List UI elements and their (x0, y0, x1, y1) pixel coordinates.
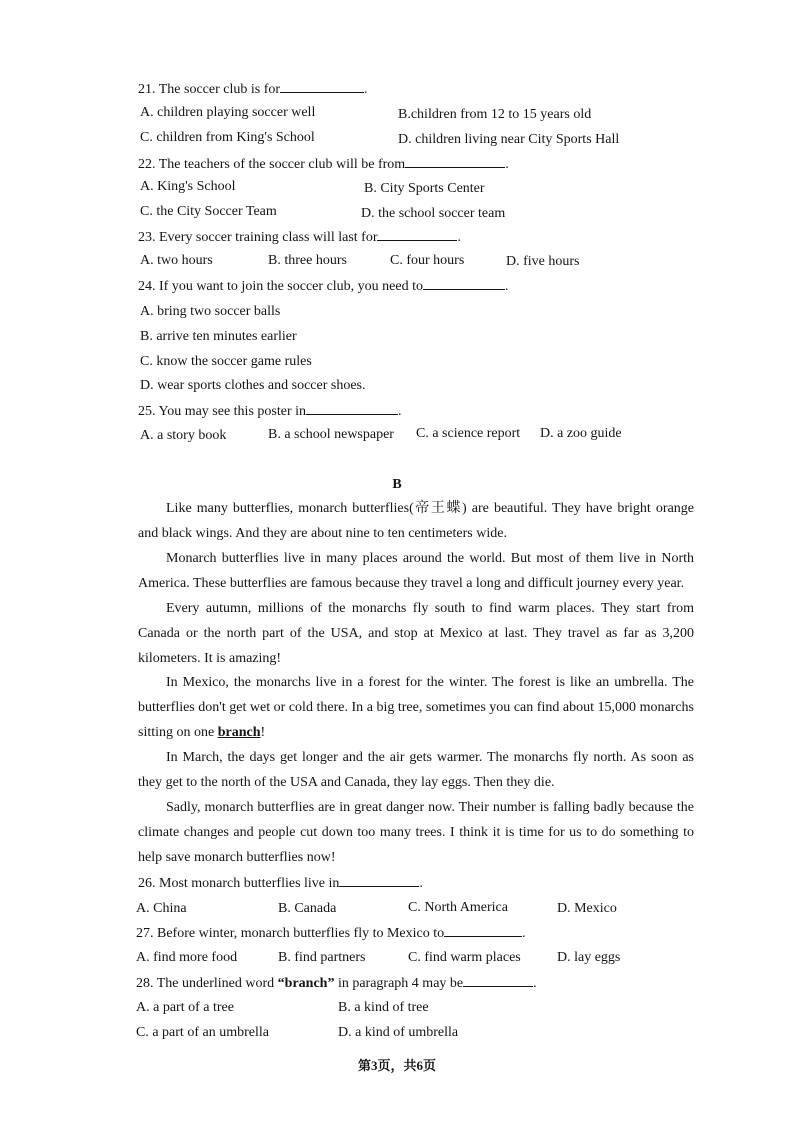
option-28-b[interactable]: B. a kind of tree (338, 1000, 429, 1015)
answer-blank[interactable] (339, 874, 419, 887)
question-end: . (398, 404, 402, 419)
option-22-d[interactable]: D. the school soccer team (361, 206, 506, 221)
underlined-word: branch (217, 725, 261, 740)
question-stem: 25. You may see this poster in (138, 404, 306, 419)
option-23-d[interactable]: D. five hours (506, 254, 580, 269)
question-stem: 28. The underlined word (136, 976, 278, 991)
paragraph-2: Monarch butterflies live in many places around the world. But most of them live in North America. These butterflies are famous because they travel a long and difficult journey every year. (138, 551, 694, 591)
option-22-c[interactable]: C. the City Soccer Team (140, 204, 277, 219)
question-end: . (364, 82, 368, 97)
question-28 (136, 974, 537, 993)
answer-blank[interactable] (423, 277, 505, 290)
option-28-d[interactable]: D. a kind of umbrella (338, 1025, 459, 1040)
option-23-b[interactable]: B. three hours (268, 253, 347, 268)
option-28-c[interactable]: C. a part of an umbrella (136, 1025, 269, 1040)
question-22 (138, 155, 509, 174)
answer-blank[interactable] (306, 402, 398, 415)
question-21 (138, 80, 368, 99)
option-24-d[interactable]: D. wear sports clothes and soccer shoes. (140, 378, 366, 393)
question-stem: 21. The soccer club is for (138, 82, 281, 97)
option-24-b[interactable]: B. arrive ten minutes earlier (140, 329, 297, 344)
paragraph-1: Like many butterflies, monarch butterflies(帝王蝶) are beautiful. They have bright orange and black wings. And they are about nine to ten centimeters wide. (138, 501, 694, 541)
question-27 (136, 924, 526, 943)
option-28-a[interactable]: A. a part of a tree (136, 1000, 234, 1015)
option-25-d[interactable]: D. a zoo guide (540, 426, 622, 441)
option-22-b[interactable]: B. City Sports Center (364, 181, 485, 196)
question-26 (138, 874, 423, 893)
option-24-a[interactable]: A. bring two soccer balls (140, 304, 281, 319)
question-stem: 26. Most monarch butterflies live in (138, 876, 340, 891)
paragraph-4-end: ! (260, 725, 266, 740)
option-25-a[interactable]: A. a story book (140, 428, 227, 443)
paragraph-6: Sadly, monarch butterflies are in great danger now. Their number is falling badly because the climate changes and people cut down too many trees. I think it is time for us to do something to help save monarch butterflies now! (138, 800, 694, 865)
question-25 (138, 402, 402, 421)
paragraph-4-text: In Mexico, the monarchs live in a forest for the winter. The forest is like an umbrella. The butterflies don't get wet or cold there. In a big tree, sometimes you can find about 15,000 monarchs sitting on one (138, 675, 694, 740)
option-27-d[interactable]: D. lay eggs (557, 950, 621, 965)
question-stem: 24. If you want to join the soccer club, you need to (138, 279, 423, 294)
question-end: . (505, 157, 509, 172)
paragraph-5: In March, the days get longer and the air gets warmer. The monarchs fly north. As soon as they get to the north of the USA and Canada, they lay eggs. Then they die. (138, 750, 694, 790)
section-heading: B (392, 477, 402, 492)
option-27-c[interactable]: C. find warm places (408, 950, 521, 965)
option-23-c[interactable]: C. four hours (390, 253, 465, 268)
option-21-a[interactable]: A. children playing soccer well (140, 105, 316, 120)
page-number: 第3页，共6页 (357, 1058, 436, 1073)
answer-blank[interactable] (405, 155, 505, 168)
question-stem: 27. Before winter, monarch butterflies fly to Mexico to (136, 926, 445, 941)
question-end: . (457, 230, 461, 245)
option-26-c[interactable]: C. North America (408, 900, 508, 915)
quoted-word: “branch” (277, 976, 335, 991)
option-23-a[interactable]: A. two hours (140, 253, 213, 268)
option-21-d[interactable]: D. children living near City Sports Hall (398, 132, 620, 147)
question-stem: 22. The teachers of the soccer club will be from (138, 157, 406, 172)
question-23 (138, 228, 461, 247)
question-stem-end: in paragraph 4 may be (334, 976, 464, 991)
option-21-c[interactable]: C. children from King's School (140, 130, 315, 145)
question-end: . (504, 279, 509, 294)
answer-blank[interactable] (463, 974, 533, 987)
paragraph-4 (138, 670, 694, 745)
question-end: . (419, 876, 423, 891)
option-22-a[interactable]: A. King's School (140, 179, 236, 194)
paragraph-3: Every autumn, millions of the monarchs fly south to find warm places. They start from Canada or the north part of the USA, and stop at Mexico at last. They travel as far as 3,200 kilometers. It is amazing! (138, 601, 694, 666)
answer-blank[interactable] (280, 80, 364, 93)
option-25-c[interactable]: C. a science report (416, 426, 521, 441)
question-end: . (533, 976, 537, 991)
question-end: . (522, 926, 526, 941)
option-27-b[interactable]: B. find partners (278, 950, 366, 965)
answer-blank[interactable] (444, 924, 522, 937)
option-25-b[interactable]: B. a school newspaper (268, 427, 394, 442)
option-26-d[interactable]: D. Mexico (557, 901, 617, 916)
answer-blank[interactable] (377, 228, 457, 241)
option-27-a[interactable]: A. find more food (136, 950, 238, 965)
option-21-b[interactable]: B.children from 12 to 15 years old (398, 107, 592, 122)
question-stem: 23. Every soccer training class will last for (138, 230, 378, 245)
question-24 (138, 277, 508, 296)
option-26-b[interactable]: B. Canada (278, 901, 337, 916)
option-26-a[interactable]: A. China (136, 901, 187, 916)
option-24-c[interactable]: C. know the soccer game rules (140, 354, 312, 369)
